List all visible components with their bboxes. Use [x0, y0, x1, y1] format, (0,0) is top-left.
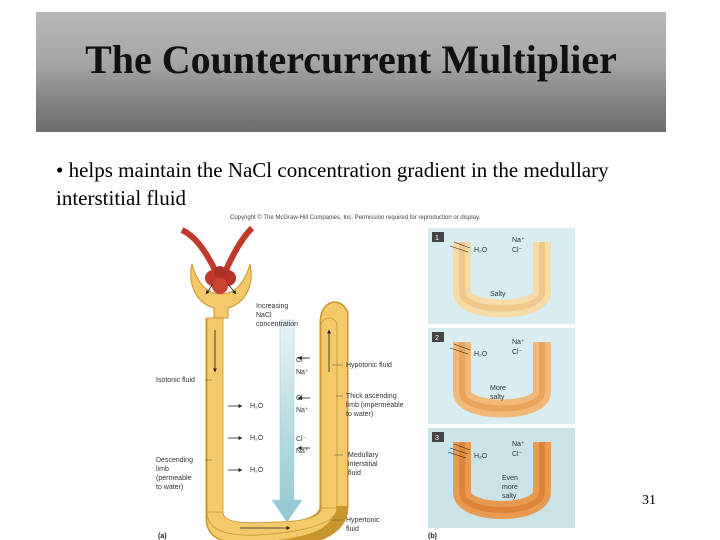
svg-text:salty: salty: [502, 493, 517, 500]
copyright-notice: Copyright © The McGraw-Hill Companies, Inc. Permission required for reproduction or display.: [230, 215, 481, 221]
label-thick-1: Thick ascending: [346, 393, 397, 400]
label-increasing-2: NaCl: [256, 312, 272, 319]
svg-text:1: 1: [435, 235, 439, 242]
panel-b: [428, 228, 575, 540]
page-number: 31: [642, 493, 656, 508]
ion-na-3: Na⁺: [296, 448, 309, 455]
glomerulus: [205, 266, 236, 294]
svg-text:H₂O: H₂O: [474, 453, 488, 460]
ion-cl-3: Cl⁻: [296, 436, 307, 443]
label-medullary-2: interstitial: [348, 461, 378, 468]
svg-text:Salty: Salty: [490, 291, 506, 298]
bullet-text: • helps maintain the NaCl concentration gradient in the medullary interstitial fluid: [56, 158, 609, 210]
label-medullary-1: Medullary: [348, 452, 379, 459]
ion-h2o-3: H₂O: [250, 467, 264, 474]
svg-text:more: more: [502, 484, 518, 491]
label-increasing-3: concentration: [256, 321, 299, 328]
label-increasing-1: Increasing: [256, 303, 289, 310]
slide-title: The Countercurrent Multiplier: [85, 37, 617, 82]
label-descending-4: to water): [156, 484, 184, 491]
svg-text:Even: Even: [502, 475, 518, 482]
label-thick-3: to water): [346, 411, 374, 418]
blood-vessel-left: [182, 230, 215, 270]
svg-text:Na⁺: Na⁺: [512, 441, 525, 448]
ion-cl-2: Cl: [296, 395, 303, 402]
svg-text:H₂O: H₂O: [474, 247, 488, 254]
svg-text:More: More: [490, 385, 506, 392]
panel-b-step-1: [428, 228, 575, 324]
ion-na-1: Na⁺: [296, 369, 309, 376]
svg-text:3: 3: [435, 435, 439, 442]
countercurrent-figure: [150, 222, 580, 540]
svg-text:Cl⁻: Cl⁻: [512, 451, 523, 458]
blood-vessel-right: [226, 228, 252, 270]
ion-na-2: Na⁺: [296, 407, 309, 414]
label-thick-2: limb (impermeable: [346, 402, 404, 409]
svg-text:salty: salty: [490, 394, 505, 401]
label-medullary-3: fluid: [348, 470, 361, 477]
label-hypertonic-2: fluid: [346, 526, 359, 533]
ion-h2o-2: H₂O: [250, 435, 264, 442]
svg-text:Cl⁻: Cl⁻: [512, 247, 523, 254]
panel-a-letter: (a): [158, 533, 167, 540]
label-descending-1: Descending: [156, 457, 193, 464]
panel-b-step-2: [428, 328, 575, 424]
gradient-arrow: [272, 320, 302, 522]
title-bar: [36, 12, 666, 132]
svg-text:Na⁺: Na⁺: [512, 237, 525, 244]
label-descending-3: (permeable: [156, 475, 192, 482]
panel-b-step-3: [428, 428, 575, 528]
ion-cl-1: Cl⁻: [296, 357, 307, 364]
label-hypertonic-1: Hypertonic: [346, 517, 380, 524]
panel-a: [156, 228, 404, 540]
svg-text:Cl⁻: Cl⁻: [512, 349, 523, 356]
label-isotonic: Isotonic fluid: [156, 377, 195, 384]
label-hypotonic: Hypotonic fluid: [346, 362, 392, 369]
ion-h2o-1: H₂O: [250, 403, 264, 410]
svg-text:2: 2: [435, 335, 439, 342]
svg-text:H₂O: H₂O: [474, 351, 488, 358]
panel-b-letter: (b): [428, 533, 437, 540]
svg-text:Na⁺: Na⁺: [512, 339, 525, 346]
label-descending-2: limb: [156, 466, 169, 473]
